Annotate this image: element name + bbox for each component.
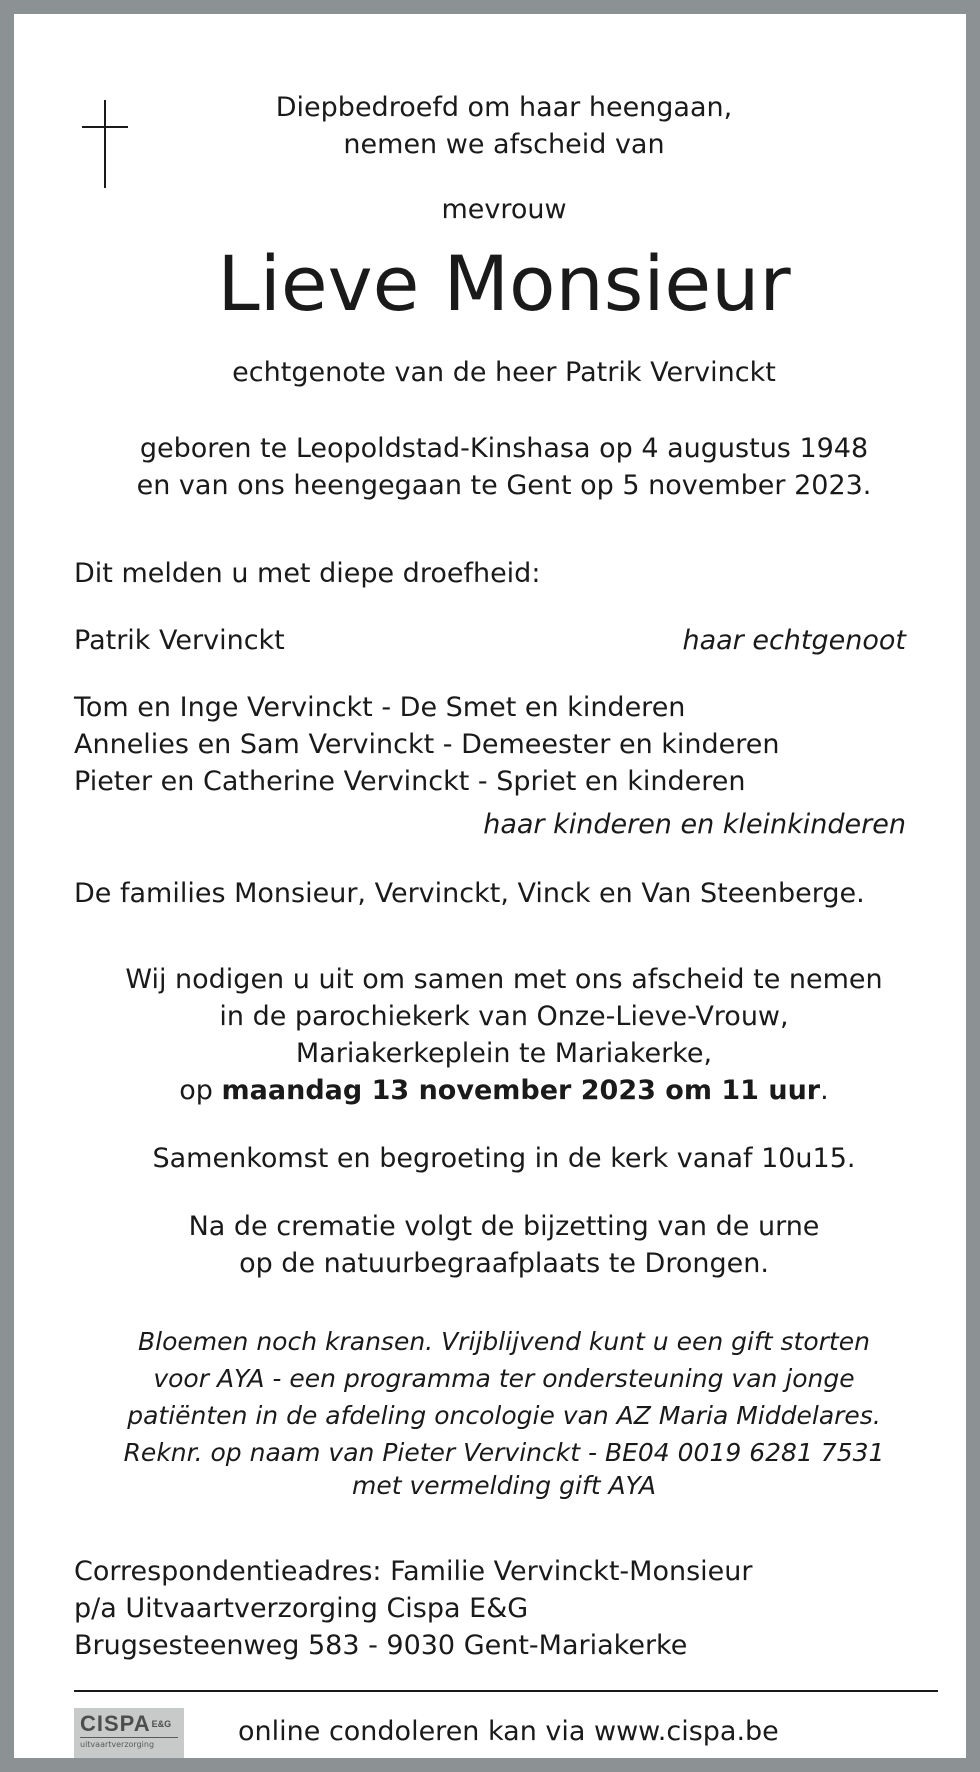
spouse-name: Patrik Vervinckt	[74, 625, 285, 656]
announcement: Dit melden u met diepe droefheid:	[74, 558, 541, 589]
correspondence-line-1: Correspondentieadres: Familie Vervinckt-Monsieur	[74, 1556, 753, 1587]
deceased-name: Lieve Monsieur	[217, 239, 791, 328]
families-line: De families Monsieur, Vervinckt, Vinck en Van Steenberge.	[74, 878, 865, 909]
spouse-relation: haar echtgenoot	[682, 625, 906, 656]
gift-line-3: patiënten in de afdeling oncologie van AZ Maria Middelares.	[127, 1401, 881, 1430]
child-line-1: Tom en Inge Vervinckt - De Smet en kinderen	[74, 692, 686, 723]
children-relation: haar kinderen en kleinkinderen	[483, 809, 906, 840]
intro-line-1: Diepbedroefd om haar heengaan,	[275, 92, 733, 123]
invitation-line-1: Wij nodigen u uit om samen met ons afscheid te nemen	[125, 964, 883, 995]
gift-line-2: voor AYA - een programma ter ondersteuning van jonge	[153, 1364, 855, 1393]
online-condolence-line: online condoleren kan via www.cispa.be	[238, 1716, 779, 1747]
gift-line-5: met vermelding gift AYA	[352, 1471, 656, 1500]
intro-line-2: nemen we afscheid van	[343, 129, 665, 160]
death-line: en van ons heengegaan te Gent op 5 november 2023.	[136, 470, 872, 501]
cremation-line-2: op de natuurbegraafplaats te Drongen.	[239, 1248, 769, 1279]
child-line-3: Pieter en Catherine Vervinckt - Spriet en kinderen	[74, 766, 746, 797]
cispa-logo: $CISPA^{E\&G}$ uitvaartverzorging	[74, 1708, 184, 1758]
gathering-line: Samenkomst en begroeting in de kerk vanaf 10u15.	[152, 1143, 856, 1174]
invitation-line-2: in de parochiekerk van Onze-Lieve-Vrouw,	[219, 1001, 789, 1032]
invitation-line-3: Mariakerkeplein te Mariakerke,	[295, 1038, 713, 1069]
service-date-bold: maandag 13 november 2023 om 11 uur	[221, 1075, 821, 1106]
correspondence-line-3: Brugsesteenweg 583 - 9030 Gent-Mariakerke	[74, 1630, 688, 1661]
cremation-line-1: Na de crematie volgt de bijzetting van de urne	[188, 1211, 820, 1242]
footer-divider	[74, 1690, 938, 1692]
correspondence-line-2: p/a Uitvaartverzorging Cispa E&G	[74, 1593, 529, 1624]
birth-line: geboren te Leopoldstad-Kinshasa op 4 augustus 1948	[139, 433, 869, 464]
title-prefix: mevrouw	[441, 194, 567, 225]
gift-line-1: Bloemen noch kransen. Vrijblijvend kunt u een gift storten	[138, 1327, 870, 1356]
service-date: op maandag 13 november 2023 om 11 uur.	[179, 1075, 829, 1106]
spouse-line: echtgenote van de heer Patrik Vervinckt	[232, 357, 776, 388]
gift-line-4: Reknr. op naam van Pieter Vervinckt - BE04 0019 6281 7531	[123, 1438, 885, 1467]
child-line-2: Annelies en Sam Vervinckt - Demeester en kinderen	[74, 729, 780, 760]
